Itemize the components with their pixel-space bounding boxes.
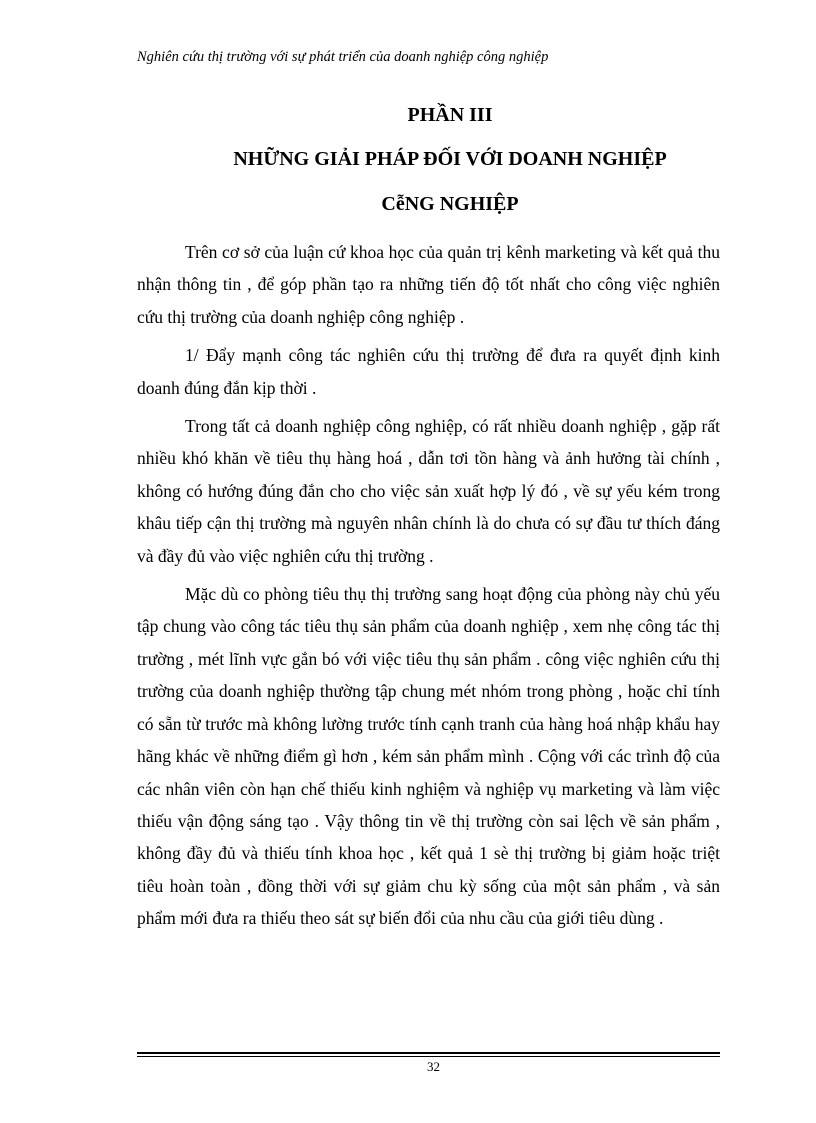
paragraph-intro: Trên cơ sở của luận cứ khoa học của quản trị kênh marketing và kết quả thu nhận thông tin , để góp phần tạo ra những tiến độ tốt nhất cho công việc nghiên cứu thị trường của doanh nghiệp công nghiệp . xyxy=(137,242,720,327)
footer-rule-thin xyxy=(137,1056,720,1057)
footer-rule xyxy=(137,1052,720,1058)
paragraph-subheading: 1/ Đẩy mạnh công tác nghiên cứu thị trường để đưa ra quyết định kinh doanh đúng đắn kịp thời . xyxy=(137,345,720,398)
body-text xyxy=(137,236,720,941)
paragraph: Mặc dù co phòng tiêu thụ thị trường sang hoạt động của phòng này chủ yếu tập chung vào công tác tiêu thụ sản phẩm của doanh nghiệp , xem nhẹ công tác thị trường , mét lĩnh vực gắn bó với việc tiêu thụ sản phẩm . công việc nghiên cứu thị trường của doanh nghiệp thường tập chung mét nhóm trong phòng , hoặc chỉ tính có sẵn từ trước mà không lường trước tính cạnh tranh của hàng hoá nhập khẩu hay hãng khác về những điểm gì hơn , kém sản phẩm mình . Cộng với các trình độ của các nhân viên còn hạn chế thiếu kinh nghiệm và nghiệp vụ marketing và làm việc thiếu vận động sáng tạo . Vậy thông tin về thị trường còn sai lệch về sản phẩm , không đầy đủ và thiếu tính khoa học , kết quả 1 sè thị trường bị giảm hoặc triệt tiêu hoàn toàn , đồng thời với sự giảm chu kỳ sống của một sản phẩm , và sản phẩm mới đưa ra thiếu theo sát sự biến đổi của nhu cầu của giới tiêu dùng . xyxy=(137,584,720,929)
section-title-line-2: CễNG NGHIỆP xyxy=(381,193,519,215)
running-header: Nghiên cứu thị trường với sự phát triển của doanh nghiệp công nghiệp xyxy=(137,49,549,65)
paragraph: Trong tất cả doanh nghiệp công nghiệp, có rất nhiều doanh nghiệp , gặp rất nhiều khó khăn về tiêu thụ hàng hoá , dẫn tơi tồn hàng và ảnh hưởng tài chính , không có hướng đúng đắn cho cho việc sản xuất hợp lý đó , về sự yếu kém trong khâu tiếp cận thị trường mà nguyên nhân chính là do chưa có sự đầu tư thích đáng và đầy đủ vào việc nghiên cứu thị trường . xyxy=(137,416,720,566)
section-title-line-1: NHỮNG GIẢI PHÁP ĐỐI VỚI DOANH NGHIỆP xyxy=(233,148,667,170)
footer-rule-thick xyxy=(137,1052,720,1054)
part-heading: PHẦN III xyxy=(407,104,493,126)
page-number: 32 xyxy=(427,1059,440,1074)
